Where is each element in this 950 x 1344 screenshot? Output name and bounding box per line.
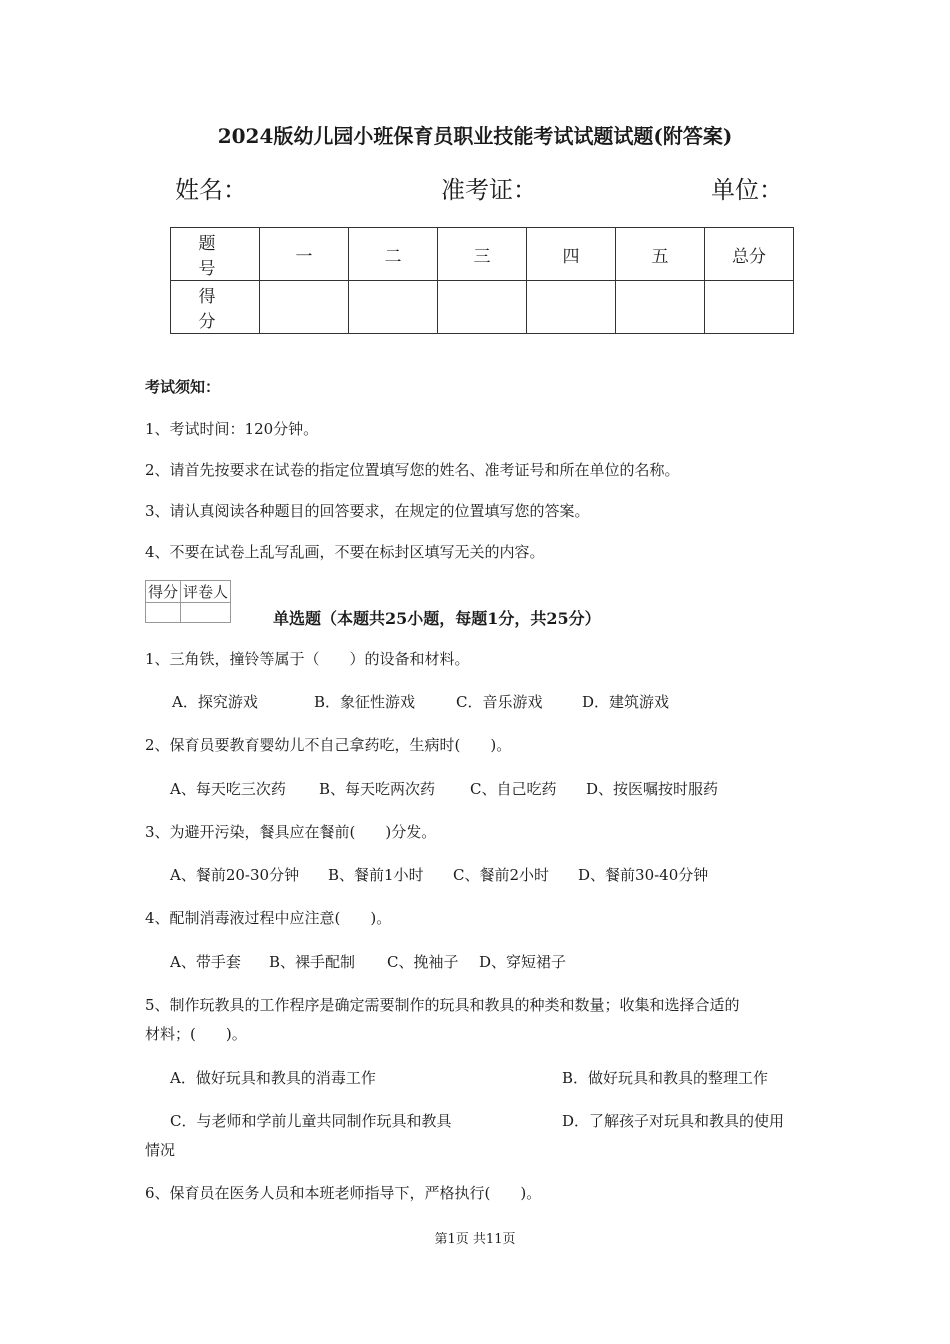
page-title: 2024版幼儿园小班保育员职业技能考试试题试题(附答案) xyxy=(217,124,733,148)
question-text: 5、制作玩教具的工作程序是确定需要制作的玩具和教具的种类和数量；收集和选择合适的 xyxy=(145,996,740,1014)
option-c: C、餐前2小时 xyxy=(453,866,550,884)
score-cell-2[interactable] xyxy=(349,281,438,334)
note-item: 3、请认真阅读各种题目的回答要求，在规定的位置填写您的答案。 xyxy=(145,502,590,520)
score-header-3: 三 xyxy=(438,228,527,281)
page-footer: 第1页 共11页 xyxy=(434,1232,516,1247)
option-d: D．了解孩子对玩具和教具的使用 xyxy=(562,1112,785,1130)
grader-score-label: 得分 xyxy=(146,581,181,603)
option-d: D．建筑游戏 xyxy=(582,693,670,711)
option-b: B、裸手配制 xyxy=(269,953,356,971)
option-a: A、餐前20-30分钟 xyxy=(170,866,300,884)
notes-heading: 考试须知： xyxy=(145,378,221,396)
score-header-2: 二 xyxy=(349,228,438,281)
section-title: 单选题（本题共25小题，每题1分，共25分） xyxy=(273,609,601,628)
name-label: 姓名： xyxy=(175,176,247,204)
score-table-score-row xyxy=(171,281,794,334)
score-row-label: 得 分 xyxy=(171,281,260,334)
option-a: A、带手套 xyxy=(170,953,241,971)
option-a: A．探究游戏 xyxy=(172,693,258,711)
grader-name-cell[interactable] xyxy=(181,603,231,623)
score-cell-4[interactable] xyxy=(527,281,616,334)
score-table-header-row xyxy=(171,228,794,281)
exam-id-label: 准考证： xyxy=(441,176,537,204)
question-text-cont: 材料；( )。 xyxy=(145,1025,247,1043)
note-item: 4、不要在试卷上乱写乱画，不要在标封区填写无关的内容。 xyxy=(145,543,545,561)
question-text: 3、为避开污染，餐具应在餐前( )分发。 xyxy=(145,823,437,841)
score-cell-1[interactable] xyxy=(260,281,349,334)
score-cell-5[interactable] xyxy=(616,281,705,334)
option-c: C、自己吃药 xyxy=(470,780,557,798)
option-a: A、每天吃三次药 xyxy=(170,780,286,798)
score-header-label: 题 号 xyxy=(171,228,260,281)
option-d: D、按医嘱按时服药 xyxy=(586,780,719,798)
question-text: 2、保育员要教育婴幼儿不自己拿药吃，生病时( )。 xyxy=(145,736,512,754)
option-d: D、穿短裙子 xyxy=(479,953,567,971)
option-b: B、餐前1小时 xyxy=(328,866,424,884)
unit-label: 单位： xyxy=(711,176,783,204)
grader-score-cell[interactable] xyxy=(146,603,181,623)
option-c: C．音乐游戏 xyxy=(456,693,543,711)
question-text: 1、三角铁，撞铃等属于（ ）的设备和材料。 xyxy=(145,650,470,668)
option-a: A．做好玩具和教具的消毒工作 xyxy=(170,1069,376,1087)
score-header-total: 总分 xyxy=(705,228,794,281)
score-header-5: 五 xyxy=(616,228,705,281)
option-d: D、餐前30-40分钟 xyxy=(578,866,709,884)
option-c: C、挽袖子 xyxy=(387,953,459,971)
note-item: 1、考试时间：120分钟。 xyxy=(145,420,319,438)
question-text: 4、配制消毒液过程中应注意( )。 xyxy=(145,909,392,927)
score-cell-total[interactable] xyxy=(705,281,794,334)
option-c: C．与老师和学前儿童共同制作玩具和教具 xyxy=(170,1112,452,1130)
note-item: 2、请首先按要求在试卷的指定位置填写您的姓名、准考证号和所在单位的名称。 xyxy=(145,461,680,479)
grader-box xyxy=(145,580,231,623)
score-header-4: 四 xyxy=(527,228,616,281)
question-text: 6、保育员在医务人员和本班老师指导下，严格执行( )。 xyxy=(145,1184,542,1202)
score-header-1: 一 xyxy=(260,228,349,281)
option-d-cont: 情况 xyxy=(145,1141,176,1159)
option-b: B．做好玩具和教具的整理工作 xyxy=(562,1069,769,1087)
score-cell-3[interactable] xyxy=(438,281,527,334)
option-b: B．象征性游戏 xyxy=(314,693,416,711)
option-b: B、每天吃两次药 xyxy=(319,780,436,798)
score-table xyxy=(170,227,794,334)
grader-name-label: 评卷人 xyxy=(181,581,231,603)
